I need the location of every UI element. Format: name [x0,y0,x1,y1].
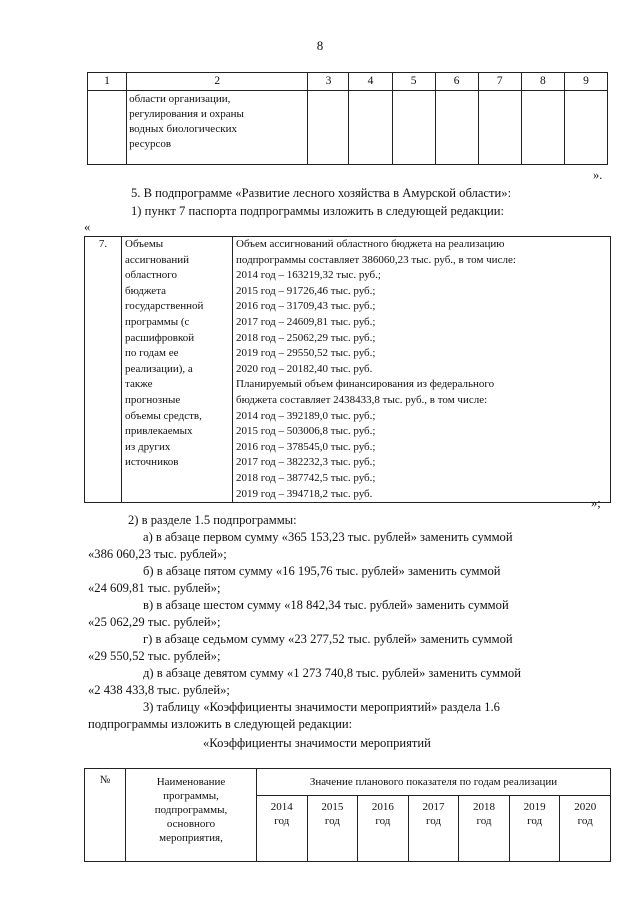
col-header: 4 [349,73,392,91]
label-line: государственной [125,300,204,313]
item-d-line1: д) в абзаце девятом сумму «1 273 740,8 тыс. рублей» заменить суммой [143,666,521,680]
content-line: 2018 год – 387742,5 тыс. руб.; [236,471,376,484]
year-unit: год [425,815,441,827]
table-title: «Коэффициенты значимости мероприятий [203,736,431,750]
cell-line: области организации, [129,93,231,105]
year-header [358,796,409,862]
label-line: Объемы [125,238,164,250]
header-line: подпрограммы, [154,804,228,816]
header-line: программы, [163,790,219,802]
year-unit: год [324,815,340,827]
year-value: 2020 [574,801,597,813]
item-number: 7. [85,237,122,503]
item-a-line1: а) в абзаце первом сумму «365 153,23 тыс. рублей» заменить суммой [143,530,513,544]
year-unit: год [375,815,391,827]
item-v-line2: «25 062,29 тыс. рублей»; [88,615,221,629]
year-header [509,796,560,862]
label-line: объемы средств, [125,409,202,422]
year-header [459,796,510,862]
col-header: 5 [392,73,435,91]
closing-quote: ». [593,168,603,182]
label-line: также [125,378,153,391]
year-header [408,796,459,862]
item-a-line2: «386 060,23 тыс. рублей»; [88,547,227,561]
table-cell [564,91,607,165]
table-continued [87,72,608,165]
item-label [122,237,233,503]
label-line: расшифровкой [125,331,195,344]
table-row [88,91,608,165]
paragraph-3-line2: подпрограммы изложить в следующей редакции: [88,717,353,731]
col-header-number: № [85,769,126,862]
item-g-line1: г) в абзаце седьмом сумму «23 277,52 тыс. рублей» заменить суммой [143,632,513,646]
paragraph-3-line1: 3) таблицу «Коэффициенты значимости мероприятий» раздела 1.6 [143,700,500,714]
content-line: 2014 год – 163219,32 тыс. руб.; [236,269,381,282]
table-cell [127,91,308,165]
label-line: по годам ее [125,347,179,360]
label-line: из других [125,440,171,453]
content-line: подпрограммы составляет 386060,23 тыс. руб., в том числе: [236,253,516,266]
item-content [233,237,611,503]
table-row [85,237,611,503]
content-line: 2018 год – 25062,29 тыс. руб.; [236,331,376,344]
year-value: 2014 [270,801,293,813]
label-line: ассигнований [125,253,190,266]
content-line: 2016 год – 31709,43 тыс. руб.; [236,300,376,313]
label-line: программы (с [125,315,190,328]
item-b-line2: «24 609,81 тыс. рублей»; [88,581,221,595]
col-header: 8 [521,73,564,91]
label-line: привлекаемых [125,425,193,438]
year-header [307,796,358,862]
year-value: 2016 [371,801,394,813]
table-cell [435,91,478,165]
col-header: 7 [478,73,521,91]
closing-quote: »; [591,496,601,510]
cell-line: водных биологических [129,123,238,135]
table-cell [88,91,127,165]
content-line: 2020 год – 20182,40 тыс. руб. [236,362,373,375]
content-line: 2017 год – 382232,3 тыс. руб.; [236,456,376,469]
year-value: 2015 [321,801,344,813]
label-line: прогнозные [125,393,181,406]
cell-line: ресурсов [129,138,172,150]
label-line: реализации), а [125,362,193,375]
col-header: 3 [308,73,349,91]
content-line: 2019 год – 394718,2 тыс. руб. [236,487,373,500]
year-unit: год [577,815,593,827]
paragraph-5-1: 1) пункт 7 паспорта подпрограммы изложить в следующей редакции: [131,204,505,218]
year-value: 2018 [473,801,496,813]
year-header [257,796,308,862]
label-line: источников [125,456,179,469]
passport-table [84,236,611,503]
page-number: 8 [316,38,324,53]
col-header: 9 [564,73,607,91]
table-header-row [88,73,608,91]
item-b-line1: б) в абзаце пятом сумму «16 195,76 тыс. рублей» заменить суммой [143,564,501,578]
label-line: областного [125,269,178,282]
year-value: 2017 [422,801,445,813]
content-line: 2015 год – 503006,8 тыс. руб.; [236,425,376,438]
table-cell [349,91,392,165]
content-line: 2016 год – 378545,0 тыс. руб.; [236,440,376,453]
header-line: мероприятия, [159,832,223,844]
table-header-row [85,769,611,796]
content-line: Планируемый объем финансирования из федерального [236,378,495,391]
col-header-name [126,769,257,862]
col-header: 2 [127,73,308,91]
paragraph-2: 2) в разделе 1.5 подпрограммы: [128,513,297,527]
table-cell [308,91,349,165]
opening-quote: « [84,220,91,234]
header-line: основного [166,818,216,830]
table-cell [478,91,521,165]
col-header-group: Значение планового показателя по годам реализации [257,769,611,796]
cell-line: регулирования и охраны [129,108,244,120]
col-header: 6 [435,73,478,91]
coefficients-table [84,768,611,862]
content-line: бюджета составляет 2438433,8 тыс. руб., в том числе: [236,393,488,406]
table-cell [521,91,564,165]
year-unit: год [527,815,543,827]
year-unit: год [476,815,492,827]
header-line: Наименование [156,776,226,788]
col-header: 1 [88,73,127,91]
year-unit: год [274,815,290,827]
content-line: Объем ассигнований областного бюджета на реализацию [236,238,505,250]
item-d-line2: «2 438 433,8 тыс. рублей»; [88,683,230,697]
content-line: 2015 год – 91726,46 тыс. руб.; [236,284,376,297]
paragraph-5: 5. В подпрограмме «Развитие лесного хозяйства в Амурской области»: [131,186,512,200]
year-value: 2019 [523,801,546,813]
year-header [560,796,611,862]
content-line: 2017 год – 24609,81 тыс. руб.; [236,315,376,328]
label-line: бюджета [125,284,167,297]
item-v-line1: в) в абзаце шестом сумму «18 842,34 тыс. рублей» заменить суммой [143,598,509,612]
content-line: 2014 год – 392189,0 тыс. руб.; [236,409,376,422]
item-g-line2: «29 550,52 тыс. рублей»; [88,649,221,663]
table-cell [392,91,435,165]
content-line: 2019 год – 29550,52 тыс. руб.; [236,347,376,360]
